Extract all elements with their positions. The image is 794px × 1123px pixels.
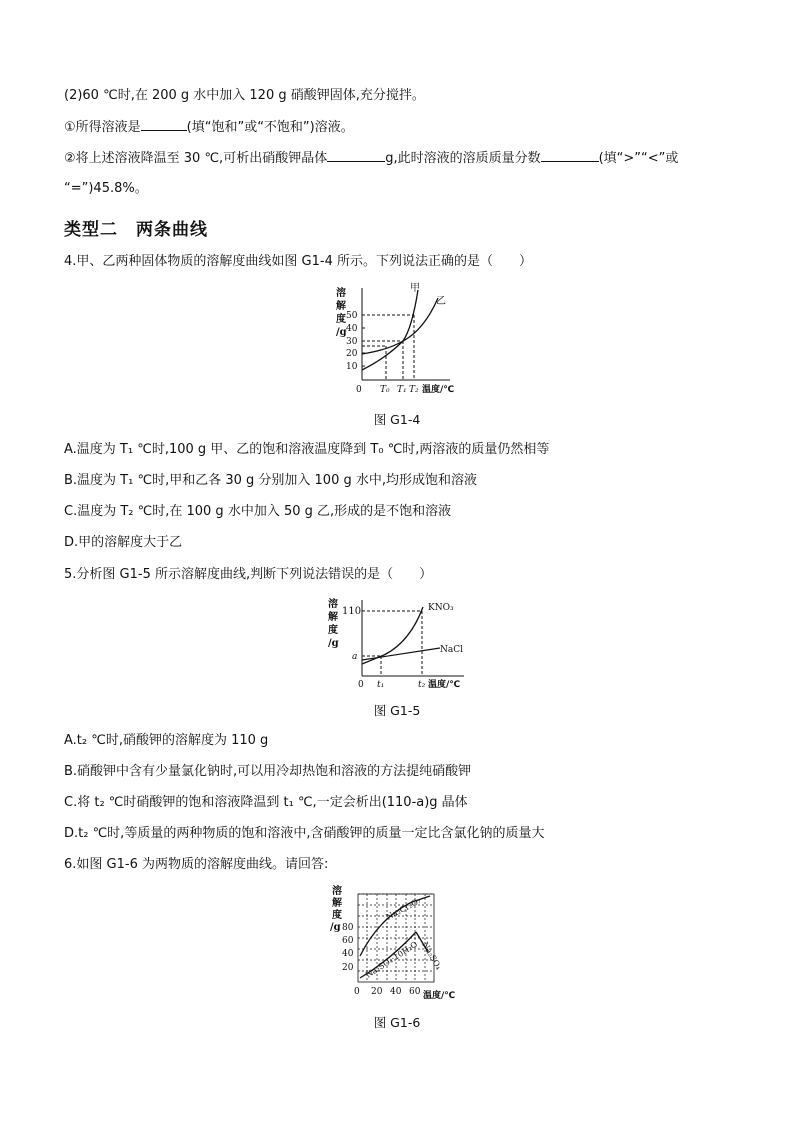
tick-label: 30	[346, 337, 358, 347]
q2-sub2-blank2[interactable]	[541, 148, 599, 162]
tick-label: 20	[342, 963, 354, 973]
series-label-na2cr2o7: Na₂Cr₂O₇	[384, 896, 423, 922]
tick-label: 40	[342, 949, 354, 959]
q2-sub2	[64, 148, 678, 169]
y-axis-label-1: 溶	[332, 886, 342, 897]
y-axis-label-4: /g	[328, 638, 339, 649]
q6-stem: 6.如图 G1-6 为两物质的溶解度曲线。请回答:	[64, 857, 329, 872]
y-axis-label-1: 溶	[336, 288, 346, 299]
series-label-jia: 甲	[410, 283, 420, 294]
q2-sub2-cont: “=”)45.8%。	[64, 181, 148, 196]
q4-option-b[interactable]: B.温度为 T₁ ℃时,甲和乙各 30 g 分别加入 100 g 水中,均形成饱和溶液	[64, 473, 477, 488]
figure-g1-6	[324, 882, 472, 1004]
q5-option-d[interactable]: D.t₂ ℃时,等质量的两种物质的饱和溶液中,含硝酸钾的质量一定比含氯化钠的质量大	[64, 826, 545, 841]
tick-label: 0	[356, 385, 362, 395]
q2-sub2-blank1[interactable]	[327, 148, 385, 162]
tick-label: 20	[371, 987, 383, 997]
q4-option-c[interactable]: C.温度为 T₂ ℃时,在 100 g 水中加入 50 g 乙,形成的是不饱和溶液	[64, 504, 452, 519]
series-label-yi: 乙	[436, 296, 446, 307]
figure-g1-4	[326, 280, 456, 400]
tick-label: 60	[342, 936, 354, 946]
curve-jia	[362, 290, 418, 370]
q2-sub2-text-c: (填“>”“<”或	[598, 151, 679, 166]
curve-nacl	[362, 648, 440, 660]
tick-label: 0	[358, 680, 364, 690]
tick-label: 0	[354, 987, 360, 997]
tick-label: 110	[342, 606, 362, 617]
tick-label: t₂	[418, 680, 426, 690]
q4-option-d[interactable]: D.甲的溶解度大于乙	[64, 535, 183, 550]
series-label-kno3: KNO₃	[428, 603, 454, 613]
y-axis-label-2: 解	[328, 612, 338, 623]
figure-caption-g1-6: 图 G1-6	[373, 1015, 421, 1030]
q2-sub2-text-a: ②将上述溶液降温至 30 ℃,可析出硝酸钾晶体	[64, 151, 328, 166]
x-axis-label: 温度/℃	[423, 991, 456, 1001]
series-label-na2so4-10h2o: Na₂SO₄·10H₂O	[364, 939, 420, 980]
section-title: 类型二 两条曲线	[64, 220, 208, 240]
tick-label: T₀	[380, 385, 390, 395]
tick-label: 10	[346, 362, 358, 372]
figure-g1-5	[322, 592, 472, 692]
q4-option-a[interactable]: A.温度为 T₁ ℃时,100 g 甲、乙的饱和溶液温度降到 T₀ ℃时,两溶液的质量仍然相等	[64, 442, 550, 457]
q5-option-c[interactable]: C.将 t₂ ℃时硝酸钾的饱和溶液降温到 t₁ ℃,一定会析出(110-a)g 晶体	[64, 795, 468, 810]
tick-label: 60	[409, 987, 421, 997]
q4-stem: 4.甲、乙两种固体物质的溶解度曲线如图 G1-4 所示。下列说法正确的是（ ）	[64, 254, 532, 269]
y-axis-label-2: 解	[336, 301, 346, 312]
q5-option-a[interactable]: A.t₂ ℃时,硝酸钾的溶解度为 110 g	[64, 733, 269, 748]
x-axis-label: 温度/℃	[422, 385, 455, 395]
tick-label: 40	[390, 987, 402, 997]
x-axis-label: 温度/℃	[428, 680, 461, 690]
figure-caption-g1-5: 图 G1-5	[373, 703, 421, 718]
tick-label: 80	[342, 923, 354, 933]
figure-caption-g1-4: 图 G1-4	[373, 412, 421, 427]
q2-sub2-text-b: g,此时溶液的溶质质量分数	[385, 151, 541, 166]
q2-sub1-blank[interactable]	[141, 117, 187, 131]
q5-option-b[interactable]: B.硝酸钾中含有少量氯化钠时,可以用冷却热饱和溶液的方法提纯硝酸钾	[64, 764, 472, 779]
tick-label: 20	[346, 349, 358, 359]
y-axis-label-3: 度	[332, 910, 342, 921]
y-axis-label-3: 度	[328, 625, 338, 636]
y-axis-label-3: 度	[336, 314, 346, 325]
y-axis-label-2: 解	[332, 898, 342, 909]
tick-label: a	[352, 652, 358, 662]
tick-label: 40	[346, 324, 358, 334]
q2-sub1-text-b: (填“饱和”或“不饱和”)溶液。	[186, 120, 354, 135]
y-axis-label-4: /g	[336, 327, 347, 338]
y-axis-label-4: /g	[330, 922, 341, 933]
q2-sub1	[64, 117, 354, 138]
series-label-na2so4: Na₂SO₄	[420, 940, 444, 972]
tick-label: T₂	[409, 385, 419, 395]
series-label-nacl: NaCl	[440, 645, 464, 655]
tick-label: T₁	[397, 385, 407, 395]
tick-label: t₁	[377, 680, 385, 690]
y-axis-label-1: 溶	[328, 599, 338, 610]
tick-label: 50	[346, 311, 358, 321]
q5-stem: 5.分析图 G1-5 所示溶解度曲线,判断下列说法错误的是（ ）	[64, 567, 433, 582]
q2-stem: (2)60 ℃时,在 200 g 水中加入 120 g 硝酸钾固体,充分搅拌。	[64, 88, 425, 103]
q2-sub1-text-a: ①所得溶液是	[64, 120, 141, 135]
